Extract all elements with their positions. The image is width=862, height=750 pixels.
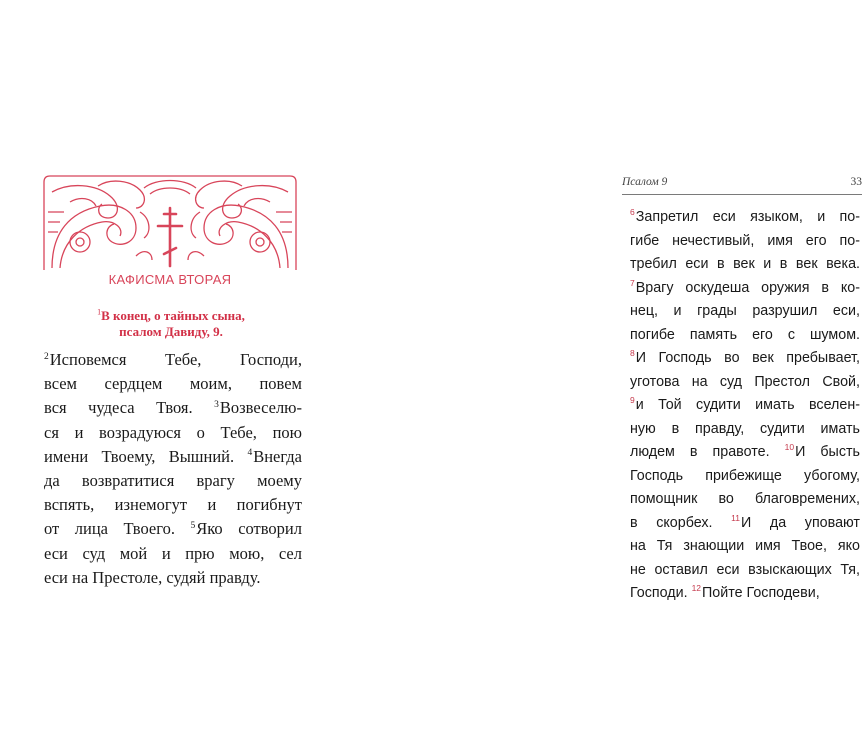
verse-text: не оставил еси взыскающих Тя,: [630, 561, 860, 578]
text-line: [44, 421, 302, 445]
verse-text: Запретил еси языком, и по-: [635, 209, 860, 225]
verse-text: уготова на суд Престол Свой,: [630, 373, 860, 390]
verse-number: 4: [247, 448, 253, 459]
verse-text: и Той судити имать вселен-: [635, 397, 860, 413]
verse-text: Исповемся Тебе, Господи,: [49, 350, 302, 369]
text-line: [44, 493, 302, 517]
verse-text: в скорбех.: [630, 514, 713, 531]
text-line: [44, 348, 302, 372]
text-line: [44, 566, 302, 590]
page-number: 33: [850, 176, 862, 188]
text-line: [44, 372, 302, 396]
verse-text: вспять, изнемогут и погибнут: [44, 495, 302, 515]
verse-text: И Господь во век пребывает,: [635, 350, 860, 366]
verse-text: от лица Твоего.: [44, 519, 175, 539]
left-page: [0, 0, 303, 750]
verse-number: 9: [630, 395, 635, 406]
verse-text: людем в правоте.: [630, 444, 770, 460]
verse-text: Внегда: [253, 446, 303, 466]
text-line: [630, 277, 860, 301]
superscription-text: В конец, о тайных сына,: [101, 308, 245, 323]
superscription-line-2: псалом Давиду, 9.: [119, 324, 223, 339]
verse-number: 10: [784, 442, 795, 453]
text-line: [630, 300, 860, 324]
verse-number: 8: [630, 348, 635, 359]
verse-number: 7: [630, 277, 635, 288]
verse-text: имени Твоему, Вышний.: [44, 446, 235, 466]
verse-number: 12: [691, 583, 702, 594]
text-line: [630, 559, 860, 583]
text-line: [630, 582, 860, 606]
verse-number: 1: [97, 307, 102, 317]
verse-text: Господь прибежище убогому,: [630, 467, 860, 484]
text-line: [630, 441, 860, 465]
left-psalm-text: [44, 348, 302, 590]
right-psalm-text: [630, 206, 860, 606]
running-head: [622, 176, 862, 188]
verse-text: вся чудеса Твоя.: [44, 398, 193, 418]
psalm-superscription: [40, 308, 302, 340]
text-line: [630, 535, 860, 559]
text-line: [630, 253, 860, 277]
verse-text: Господи.: [630, 585, 688, 601]
text-line: [630, 418, 860, 442]
header-rule: [622, 194, 862, 195]
verse-text: Врагу оскудеша оружия в ко-: [635, 279, 860, 296]
text-line: [630, 371, 860, 395]
kathisma-title: КАФИСМА ВТОРАЯ: [108, 272, 232, 287]
verse-number: 2: [44, 351, 49, 362]
verse-text: Яко сотворил: [196, 519, 303, 539]
text-line: [44, 542, 302, 566]
verse-text: всем сердцем моим, повем: [44, 374, 302, 394]
text-line: [630, 488, 860, 512]
text-line: [630, 347, 860, 371]
text-line: [630, 230, 860, 254]
verse-number: 3: [214, 399, 219, 410]
text-line: [44, 445, 302, 469]
running-head-title: Псалом 9: [622, 176, 668, 188]
verse-text: погибе память его с шумом.: [630, 326, 860, 343]
verse-text: на Тя знающии имя Твое, яко: [630, 538, 860, 554]
verse-text: Возвеселю-: [219, 398, 302, 418]
verse-text: нец, и грады разрушил еси,: [630, 303, 860, 319]
verse-text: еси суд мой и прю мою, сел: [44, 543, 302, 563]
superscription-line-1: [40, 308, 302, 324]
text-line: [630, 512, 860, 536]
text-line: [630, 324, 860, 348]
ornamental-headpiece: [40, 172, 300, 272]
verse-text: И да уповают: [740, 514, 860, 531]
verse-text: требил еси в век и в век века.: [630, 256, 860, 272]
verse-text: ную в правду, судити имать: [630, 420, 860, 437]
verse-text: помощник во благовремених,: [630, 491, 860, 507]
right-page: [300, 0, 862, 750]
verse-text: И бысть: [795, 444, 860, 460]
verse-text: гибе нечестивый, имя его по-: [630, 232, 860, 249]
verse-text: да возвратитися врагу моему: [44, 471, 302, 491]
text-line: [630, 394, 860, 418]
verse-text: ся и возрадуюся о Тебе, пою: [44, 422, 302, 442]
text-line: [44, 469, 302, 493]
headpiece-ornament-icon: [40, 172, 300, 272]
verse-number: 6: [630, 207, 635, 218]
text-line: [630, 206, 860, 230]
text-line: [44, 396, 302, 420]
verse-number: 11: [731, 512, 740, 523]
verse-text: еси на Престоле, судяй правду.: [44, 567, 261, 587]
text-line: [44, 517, 302, 541]
text-line: [630, 465, 860, 489]
verse-text: Пойте Господеви,: [702, 585, 820, 601]
verse-number: 5: [190, 520, 196, 531]
